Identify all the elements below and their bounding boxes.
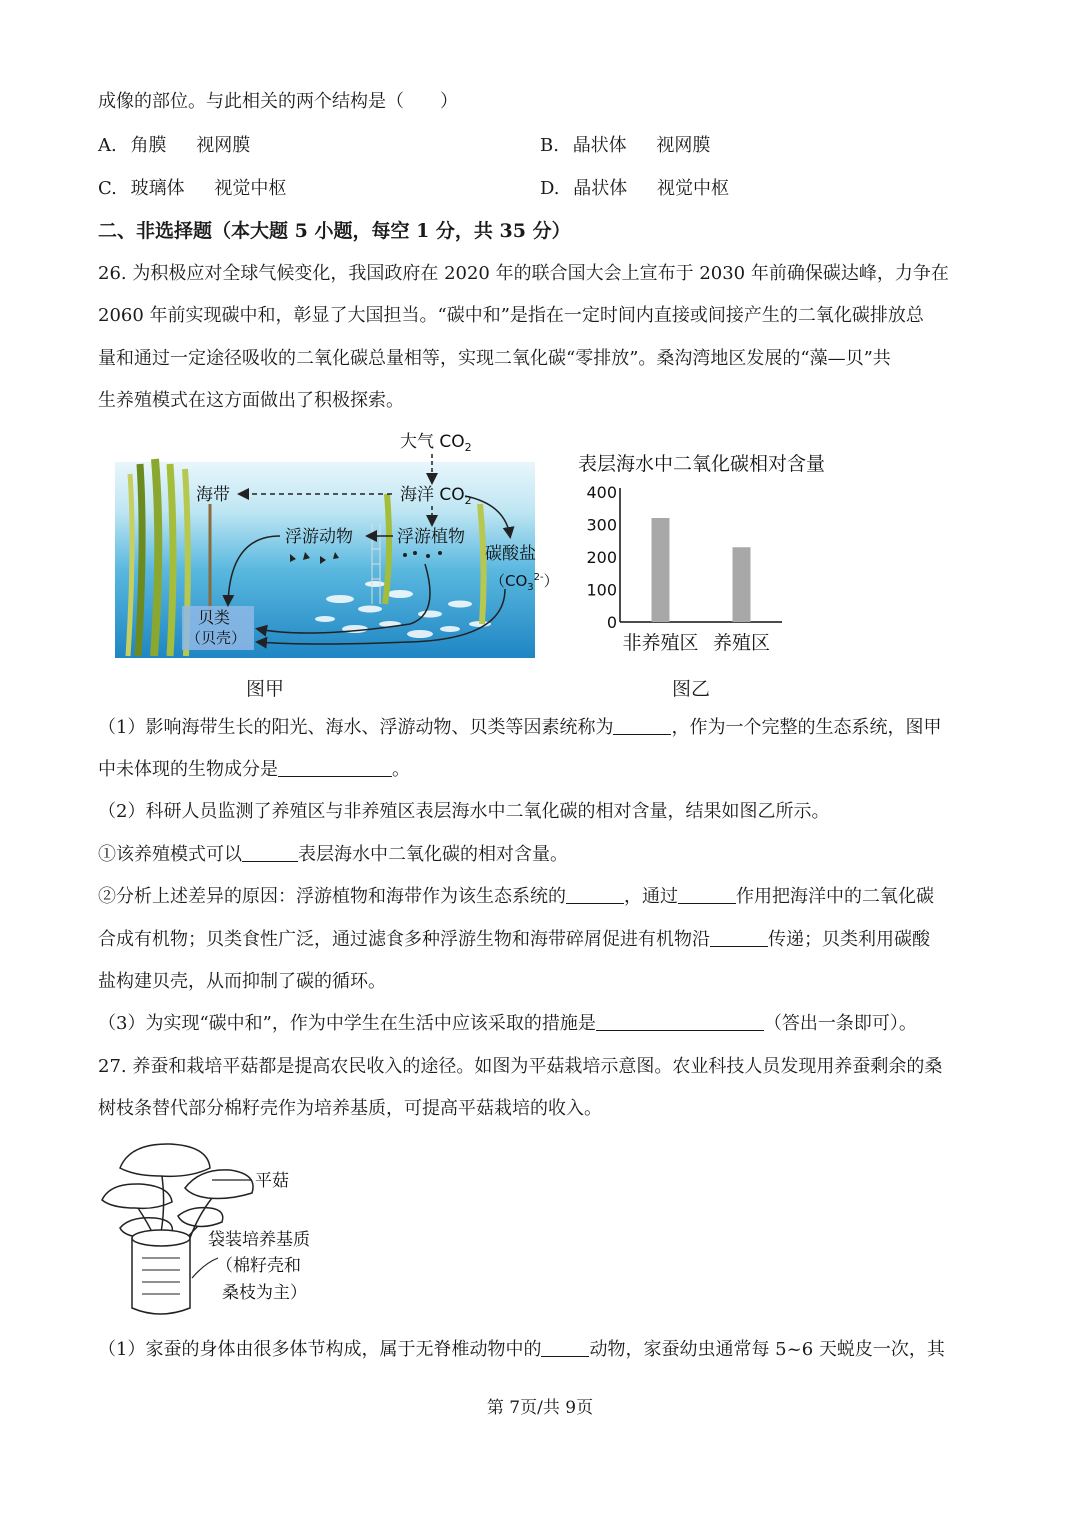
section-title: 二、非选择题（本大题 5 小题，每空 1 分，共 35 分） bbox=[98, 220, 571, 242]
q27-p1: （1）家蚕的身体由很多体节构成，属于无脊椎动物中的 动物，家蚕幼虫通常每 5~6 天蜕皮一次，其 bbox=[98, 1339, 945, 1360]
y-tick-label-2: 200 bbox=[586, 548, 617, 567]
pointer-line-bag bbox=[192, 1258, 218, 1278]
answer-blank-7[interactable] bbox=[596, 1012, 764, 1031]
label-shell: （贝壳） bbox=[186, 629, 247, 647]
chart-bars bbox=[652, 518, 751, 622]
y-tick-label-1: 100 bbox=[586, 580, 617, 600]
label-phytoplankton: 浮游植物 bbox=[397, 527, 465, 547]
label-substrate-3: 桑枝为主） bbox=[222, 1283, 307, 1303]
label-substrate-1: 袋装培养基质 bbox=[208, 1230, 310, 1250]
label-carbonate: 碳酸盐 bbox=[485, 544, 536, 564]
bar-0 bbox=[652, 518, 670, 622]
option-b[interactable]: B. 晶状体 视网膜 bbox=[540, 135, 711, 156]
label-substrate-2: （棉籽壳和 bbox=[216, 1256, 301, 1276]
option-d[interactable]: D. 晶状体 视觉中枢 bbox=[540, 178, 729, 199]
page-footer: 第 7页/共 9页 bbox=[486, 1398, 594, 1418]
answer-blank-5[interactable] bbox=[678, 885, 736, 904]
q26-p3: （3）为实现“碳中和”，作为中学生在生活中应该采取的措施是 （答出一条即可）。 bbox=[98, 1013, 917, 1034]
q26-p1-line-1: （1）影响海带生长的阳光、海水、浮游动物、贝类等因素统称为 ，作为一个完整的生态系统，图甲 bbox=[98, 717, 942, 738]
y-tick-label-4: 400 bbox=[586, 483, 617, 502]
mushroom-icon bbox=[102, 1144, 253, 1242]
label-mushroom: 平菇 bbox=[255, 1171, 289, 1191]
chart-x-categories bbox=[622, 632, 770, 654]
chart-y-ticks bbox=[586, 483, 617, 632]
q26-intro-line-2: 2060 年前实现碳中和，彰显了大国担当。“碳中和”是指在一定时间内直接或间接产生的二氧化碳排放总 bbox=[98, 305, 924, 326]
y-tick-label-3: 300 bbox=[586, 515, 617, 535]
q27-intro-line-1: 27. 养蚕和栽培平菇都是提高农民收入的途径。如图为平菇栽培示意图。农业科技人员发现用养蚕剩余的桑 bbox=[98, 1056, 943, 1077]
q26-p2-1: ①该养殖模式可以 表层海水中二氧化碳的相对含量。 bbox=[98, 844, 568, 865]
mushroom-cultivation-figure bbox=[100, 1138, 340, 1323]
figure-jia-label: 图甲 bbox=[246, 678, 285, 700]
question-stem-tail: 成像的部位。与此相关的两个结构是（ ） bbox=[98, 91, 458, 112]
answer-blank-8[interactable] bbox=[541, 1338, 589, 1357]
label-ocean-co2: 海洋 $CO_2$ bbox=[400, 485, 472, 507]
figure-jia-diagram bbox=[110, 424, 565, 664]
answer-blank-4[interactable] bbox=[566, 885, 624, 904]
q26-p2-2-line-3: 盐构建贝壳，从而抑制了碳的循环。 bbox=[98, 971, 386, 992]
x-category-label-0: 非养殖区 bbox=[622, 632, 699, 654]
figure-yi-label: 图乙 bbox=[672, 678, 711, 700]
answer-blank-6[interactable] bbox=[710, 928, 768, 947]
q26-intro-line-4: 生养殖模式在这方面做出了积极探索。 bbox=[98, 390, 404, 411]
culture-bag-icon bbox=[132, 1230, 190, 1314]
q26-p2: （2）科研人员监测了养殖区与非养殖区表层海水中二氧化碳的相对含量，结果如图乙所示。 bbox=[98, 801, 830, 822]
q26-p2-2-line-2: 合成有机物；贝类食性广泛，通过滤食多种浮游生物和海带碎屑促进有机物沿 传递；贝类利用碳酸 bbox=[98, 929, 930, 950]
label-carbonate-formula: $(CO_3^{2-})$ bbox=[490, 572, 559, 593]
q26-intro-line-3: 量和通过一定途径吸收的二氧化碳总量相等，实现二氧化碳“零排放”。桑沟湾地区发展的“藻—贝”共 bbox=[98, 348, 891, 369]
x-category-label-1: 养殖区 bbox=[712, 632, 771, 654]
q26-p2-2-line-1: ②分析上述差异的原因：浮游植物和海带作为该生态系统的 ，通过 作用把海洋中的二氧化碳 bbox=[98, 886, 934, 907]
answer-blank-1[interactable] bbox=[613, 716, 671, 735]
label-atm-co2: 大气 $CO_2$ bbox=[400, 432, 472, 454]
y-tick-label-0: 0 bbox=[606, 613, 617, 632]
option-a[interactable]: A. 角膜 视网膜 bbox=[98, 135, 251, 156]
figure-yi-chart bbox=[572, 446, 862, 666]
label-zooplankton: 浮游动物 bbox=[285, 527, 353, 547]
chart-title: 表层海水中二氧化碳相对含量 bbox=[578, 453, 826, 475]
bar-1 bbox=[733, 547, 751, 622]
option-c[interactable]: C. 玻璃体 视觉中枢 bbox=[98, 178, 287, 199]
answer-blank-3[interactable] bbox=[242, 843, 298, 862]
q26-p1-line-2: 中未体现的生物成分是 。 bbox=[98, 759, 410, 780]
chart-axes bbox=[620, 488, 782, 622]
label-shellfish: 贝类 bbox=[198, 608, 231, 627]
q26-intro-line-1: 26. 为积极应对全球气候变化，我国政府在 2020 年的联合国大会上宣布于 2030 年前确保碳达峰，力争在 bbox=[98, 263, 949, 284]
q27-intro-line-2: 树枝条替代部分棉籽壳作为培养基质，可提高平菇栽培的收入。 bbox=[98, 1098, 602, 1119]
answer-blank-2[interactable] bbox=[278, 758, 392, 777]
label-kelp: 海带 bbox=[196, 485, 230, 505]
